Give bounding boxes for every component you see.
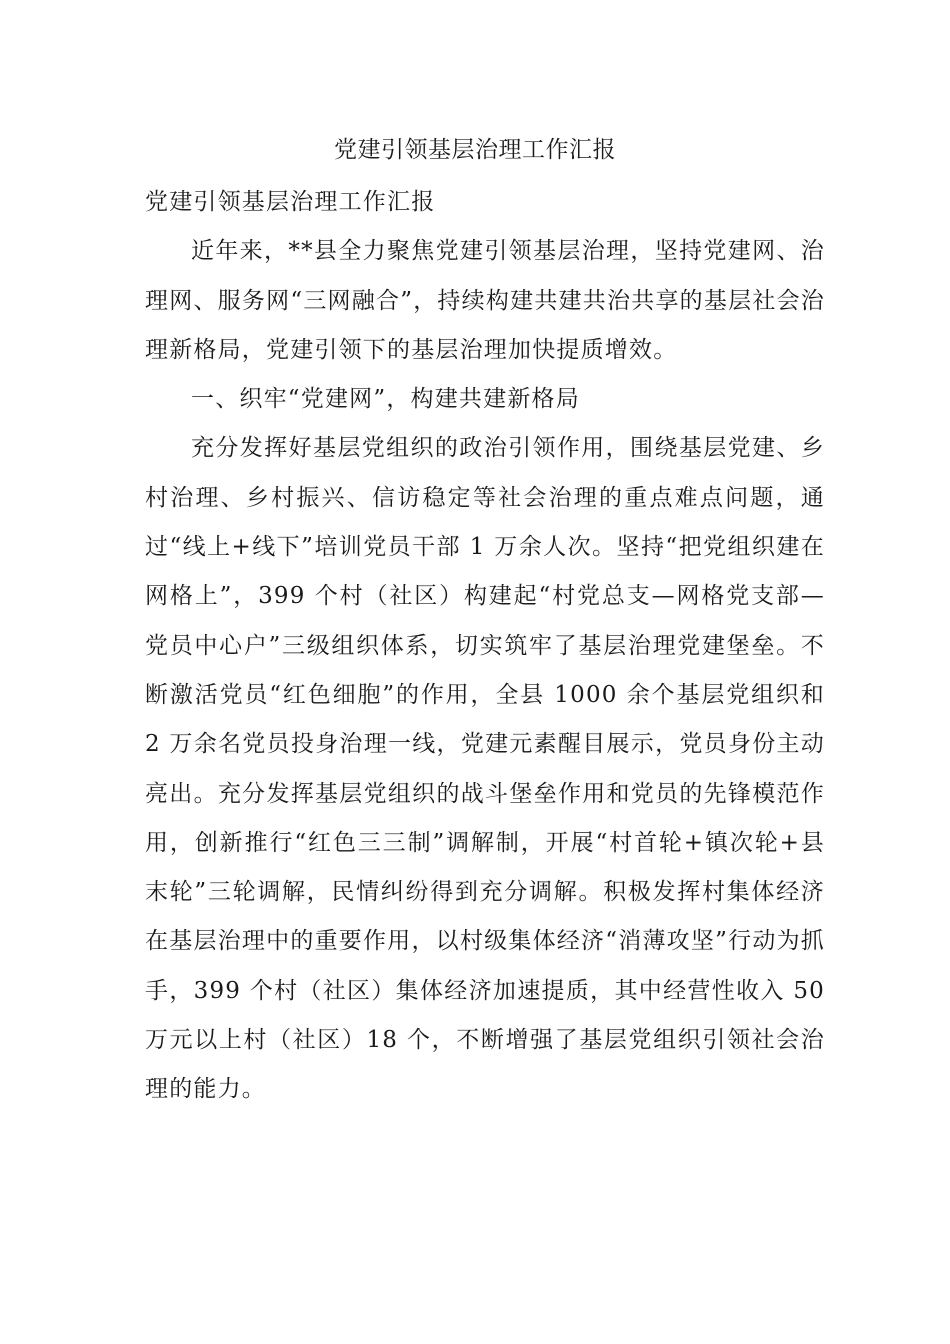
document-title: 党建引领基层治理工作汇报 [334, 137, 616, 163]
document-body [145, 178, 825, 1115]
body-paragraph: 充分发挥好基层党组织的政治引领作用，围绕基层党建、乡村治理、乡村振兴、信访稳定等社会治理的重点难点问题，通过“线上+线下”培训党员干部 1 万余人次。坚持“把党组织建在网格上”，399 个村（社区）构建起“村党总支—网格党支部—党员中心户”三级组织体系，切实筑牢了基层治理党建堡垒。不断激活党员“红色细胞”的作用，全县 1000 余个基层党组织和 2 万余名党员投身治理一线，党建元素醒目展示，党员身份主动亮出。充分发挥基层党组织的战斗堡垒作用和党员的先锋模范作用，创新推行“红色三三制”调解制，开展“村首轮+镇次轮+县末轮”三轮调解，民情纠纷得到充分调解。积极发挥村集体经济在基层治理中的重要作用，以村级集体经济“消薄攻坚”行动为抓手，399 个村（社区）集体经济加速提质，其中经营性收入 50 万元以上村（社区）18 个，不断增强了基层党组织引领社会治理的能力。 [145, 435, 825, 1103]
intro-paragraph: 近年来，**县全力聚焦党建引领基层治理，坚持党建网、治理网、服务网“三网融合”，持续构建共建共治共享的基层社会治理新格局，党建引领下的基层治理加快提质增效。 [145, 238, 825, 363]
section-heading: 一、织牢“党建网”，构建共建新格局 [191, 386, 580, 413]
document-subtitle: 党建引领基层治理工作汇报 [145, 189, 436, 215]
